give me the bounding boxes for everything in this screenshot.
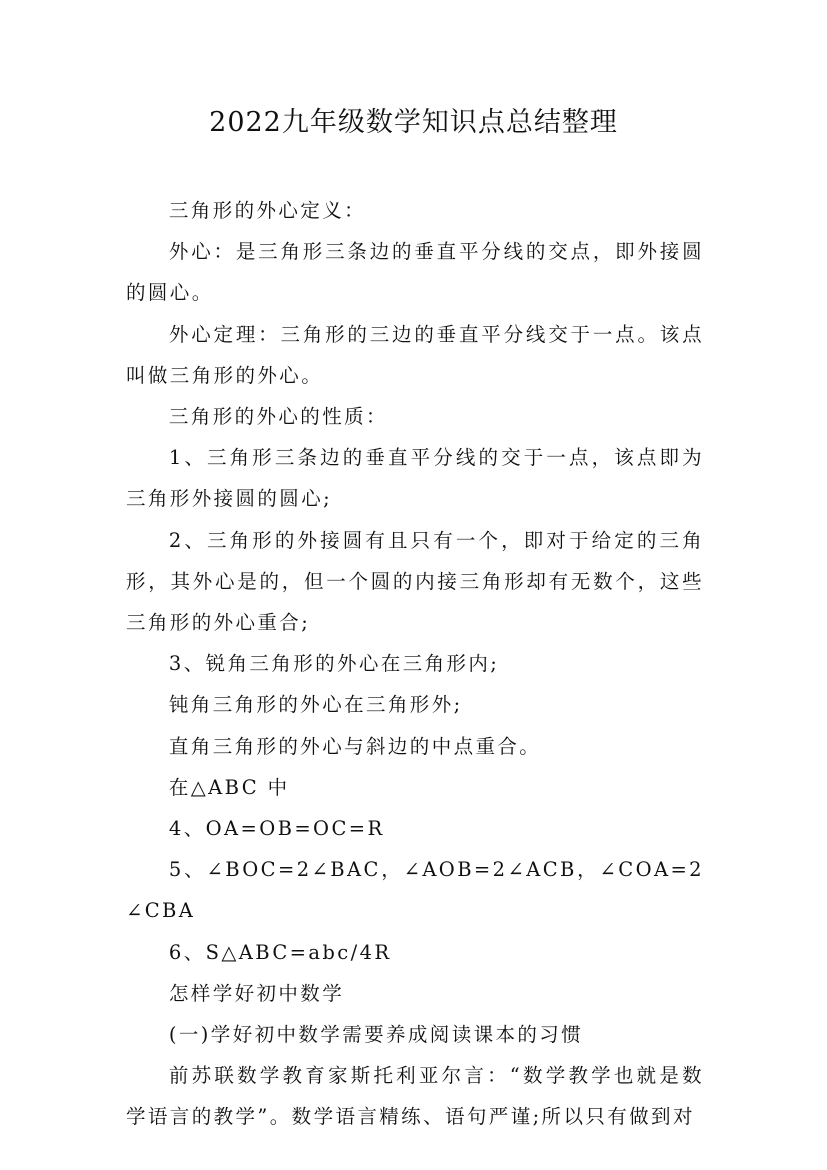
paragraph-property-1: 1、三角形三条边的垂直平分线的交于一点，该点即为三角形外接圆的圆心; [126,446,704,511]
paragraph-right-triangle: 直角三角形的外心与斜边的中点重合。 [168,734,542,758]
paragraph-quote: 前苏联数学教育家斯托利亚尔言：“数学教学也就是数学语言的教学”。数学语言精练、语句严谨;所以只有做到对 [126,1064,704,1129]
paragraph-circumcenter-definition-heading: 三角形的外心定义： [168,199,366,222]
paragraph-circumcenter-theorem: 外心定理：三角形的三边的垂直平分线交于一点。该点叫做三角形的外心。 [126,322,704,387]
paragraph-obtuse-triangle: 钝角三角形的外心在三角形外; [168,693,463,717]
paragraph-property-5: 5、∠BOC=2∠BAC，∠AOB=2∠ACB，∠COA=2∠CBA [126,858,704,923]
paragraph-property-4: 4、OA=OB=OC=R [168,817,385,841]
paragraph-circumcenter-definition: 外心：是三角形三条边的垂直平分线的交点，即外接圆的圆心。 [126,240,704,305]
paragraph-property-6: 6、S△ABC=abc/4R [168,940,392,964]
paragraph-properties-heading: 三角形的外心的性质： [168,405,388,429]
document-title: 2022九年级数学知识点总结整理 [209,107,618,138]
paragraph-study-point-1: (一)学好初中数学需要养成阅读课本的习惯 [168,1023,584,1047]
paragraph-in-triangle-abc: 在△ABC 中 [168,775,290,799]
paragraph-property-3: 3、锐角三角形的外心在三角形内; [168,652,500,676]
paragraph-study-heading: 怎样学好初中数学 [168,981,345,1005]
paragraph-property-2: 2、三角形的外接圆有且只有一个，即对于给定的三角形，其外心是的，但一个圆的内接三角形却有无数个，这些三角形的外心重合; [126,528,704,635]
document-body [126,190,704,1138]
